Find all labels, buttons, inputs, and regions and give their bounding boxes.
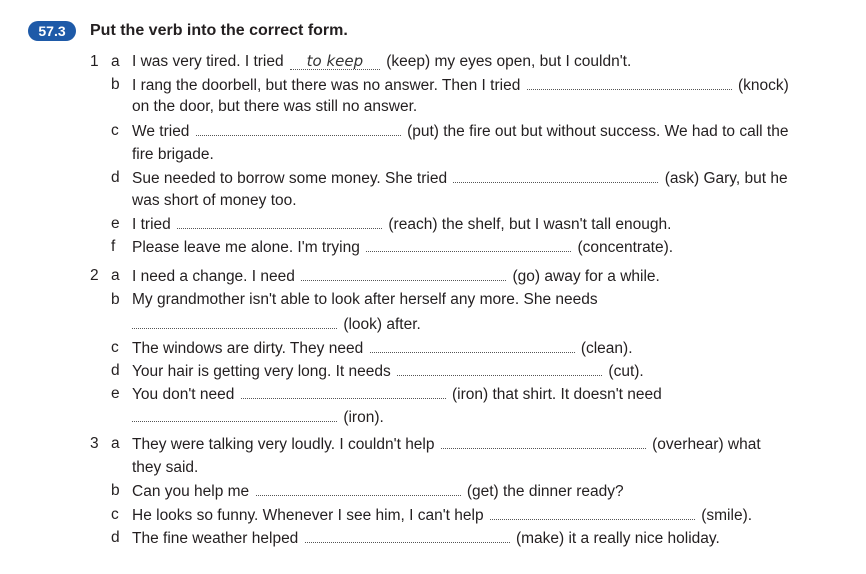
- question-number-3: 3: [90, 435, 99, 452]
- item-text: (cut).: [608, 363, 644, 380]
- item-text: (clean).: [580, 340, 633, 357]
- item-text: (keep) my eyes open, but I couldn't.: [386, 53, 632, 70]
- item-text: (overhear) what: [652, 436, 761, 453]
- answer-blank[interactable]: [366, 237, 571, 252]
- item-text: they said.: [132, 459, 199, 476]
- answer-blank[interactable]: [527, 75, 732, 90]
- answer-blank[interactable]: [241, 384, 446, 399]
- item-text: Your hair is getting very long. It needs: [132, 363, 391, 380]
- answer-blank[interactable]: [256, 481, 461, 496]
- item-text: Sue needed to borrow some money. She tried: [132, 170, 448, 187]
- item-2d: [132, 361, 644, 382]
- item-text: You don't need: [132, 386, 235, 403]
- item-text: (ask) Gary, but he: [664, 170, 788, 187]
- answer-blank[interactable]: [305, 528, 510, 543]
- answer-blank[interactable]: [177, 214, 382, 229]
- answer-blank[interactable]: [490, 505, 695, 520]
- item-letter: f: [111, 238, 116, 255]
- item-text: I was very tired. I tried: [132, 53, 284, 70]
- exercise-number-badge: 57.3: [28, 21, 76, 41]
- item-3c: [132, 505, 752, 526]
- item-text: (concentrate).: [577, 239, 674, 256]
- item-letter: d: [111, 362, 120, 379]
- item-letter: e: [111, 385, 120, 402]
- item-text: We tried: [132, 123, 190, 140]
- item-text: (put) the fire out but without success. We had to call the: [407, 123, 789, 140]
- item-1c: [132, 121, 788, 142]
- item-text: (make) it a really nice holiday.: [515, 530, 720, 547]
- item-letter: a: [111, 435, 120, 452]
- filled-answer-blank[interactable]: to keep: [290, 53, 380, 70]
- item-text: They were talking very loudly. I couldn't help: [132, 436, 435, 453]
- item-1b: [132, 75, 789, 96]
- item-1d: [132, 168, 788, 189]
- item-3b: [132, 481, 624, 502]
- item-text: fire brigade.: [132, 146, 214, 163]
- answer-blank[interactable]: [441, 434, 646, 449]
- item-text: I rang the doorbell, but there was no answer. Then I tried: [132, 77, 521, 94]
- item-text: (reach) the shelf, but I wasn't tall enough.: [388, 216, 672, 233]
- item-text: (iron).: [343, 409, 384, 426]
- item-text: (iron) that shirt. It doesn't need: [452, 386, 662, 403]
- item-text: I tried: [132, 216, 171, 233]
- item-1e: [132, 214, 671, 235]
- item-text: (go) away for a while.: [512, 268, 660, 285]
- question-number-2: 2: [90, 267, 99, 284]
- item-2e-line2: [132, 407, 384, 428]
- answer-blank[interactable]: [453, 168, 658, 183]
- item-text: Please leave me alone. I'm trying: [132, 239, 360, 256]
- item-2b-line2: [132, 314, 421, 335]
- answer-blank[interactable]: [132, 314, 337, 329]
- item-text: I need a change. I need: [132, 268, 295, 285]
- item-letter: b: [111, 76, 120, 93]
- item-letter: b: [111, 291, 120, 308]
- item-2e: [132, 384, 662, 405]
- answer-blank[interactable]: [397, 361, 602, 376]
- item-letter: d: [111, 169, 120, 186]
- item-text: (smile).: [701, 507, 753, 524]
- item-letter: c: [111, 122, 119, 139]
- item-text: The fine weather helped: [132, 530, 299, 547]
- answer-blank[interactable]: [301, 266, 506, 281]
- item-letter: d: [111, 529, 120, 546]
- item-text: was short of money too.: [132, 192, 297, 209]
- item-2c: [132, 338, 633, 359]
- answer-blank[interactable]: [370, 338, 575, 353]
- item-letter: e: [111, 215, 120, 232]
- item-text: The windows are dirty. They need: [132, 340, 364, 357]
- item-1a: [132, 52, 631, 72]
- item-text: on the door, but there was still no answer.: [132, 98, 418, 115]
- answer-blank[interactable]: [132, 407, 337, 422]
- item-3d: [132, 528, 720, 549]
- item-text: He looks so funny. Whenever I see him, I can't help: [132, 507, 484, 524]
- exercise-instruction: Put the verb into the correct form.: [90, 22, 348, 39]
- item-text: (knock): [737, 77, 789, 94]
- item-letter: c: [111, 506, 119, 523]
- item-letter: a: [111, 267, 120, 284]
- item-text: (get) the dinner ready?: [466, 483, 624, 500]
- item-text: (look) after.: [343, 316, 421, 333]
- item-text: Can you help me: [132, 483, 250, 500]
- question-number-1: 1: [90, 53, 99, 70]
- item-1f: [132, 237, 673, 258]
- answer-blank[interactable]: [196, 121, 401, 136]
- item-letter: a: [111, 53, 120, 70]
- item-letter: c: [111, 339, 119, 356]
- item-2a: [132, 266, 660, 287]
- item-letter: b: [111, 482, 120, 499]
- item-text: My grandmother isn't able to look after herself any more. She needs: [132, 291, 598, 308]
- item-3a: [132, 434, 761, 455]
